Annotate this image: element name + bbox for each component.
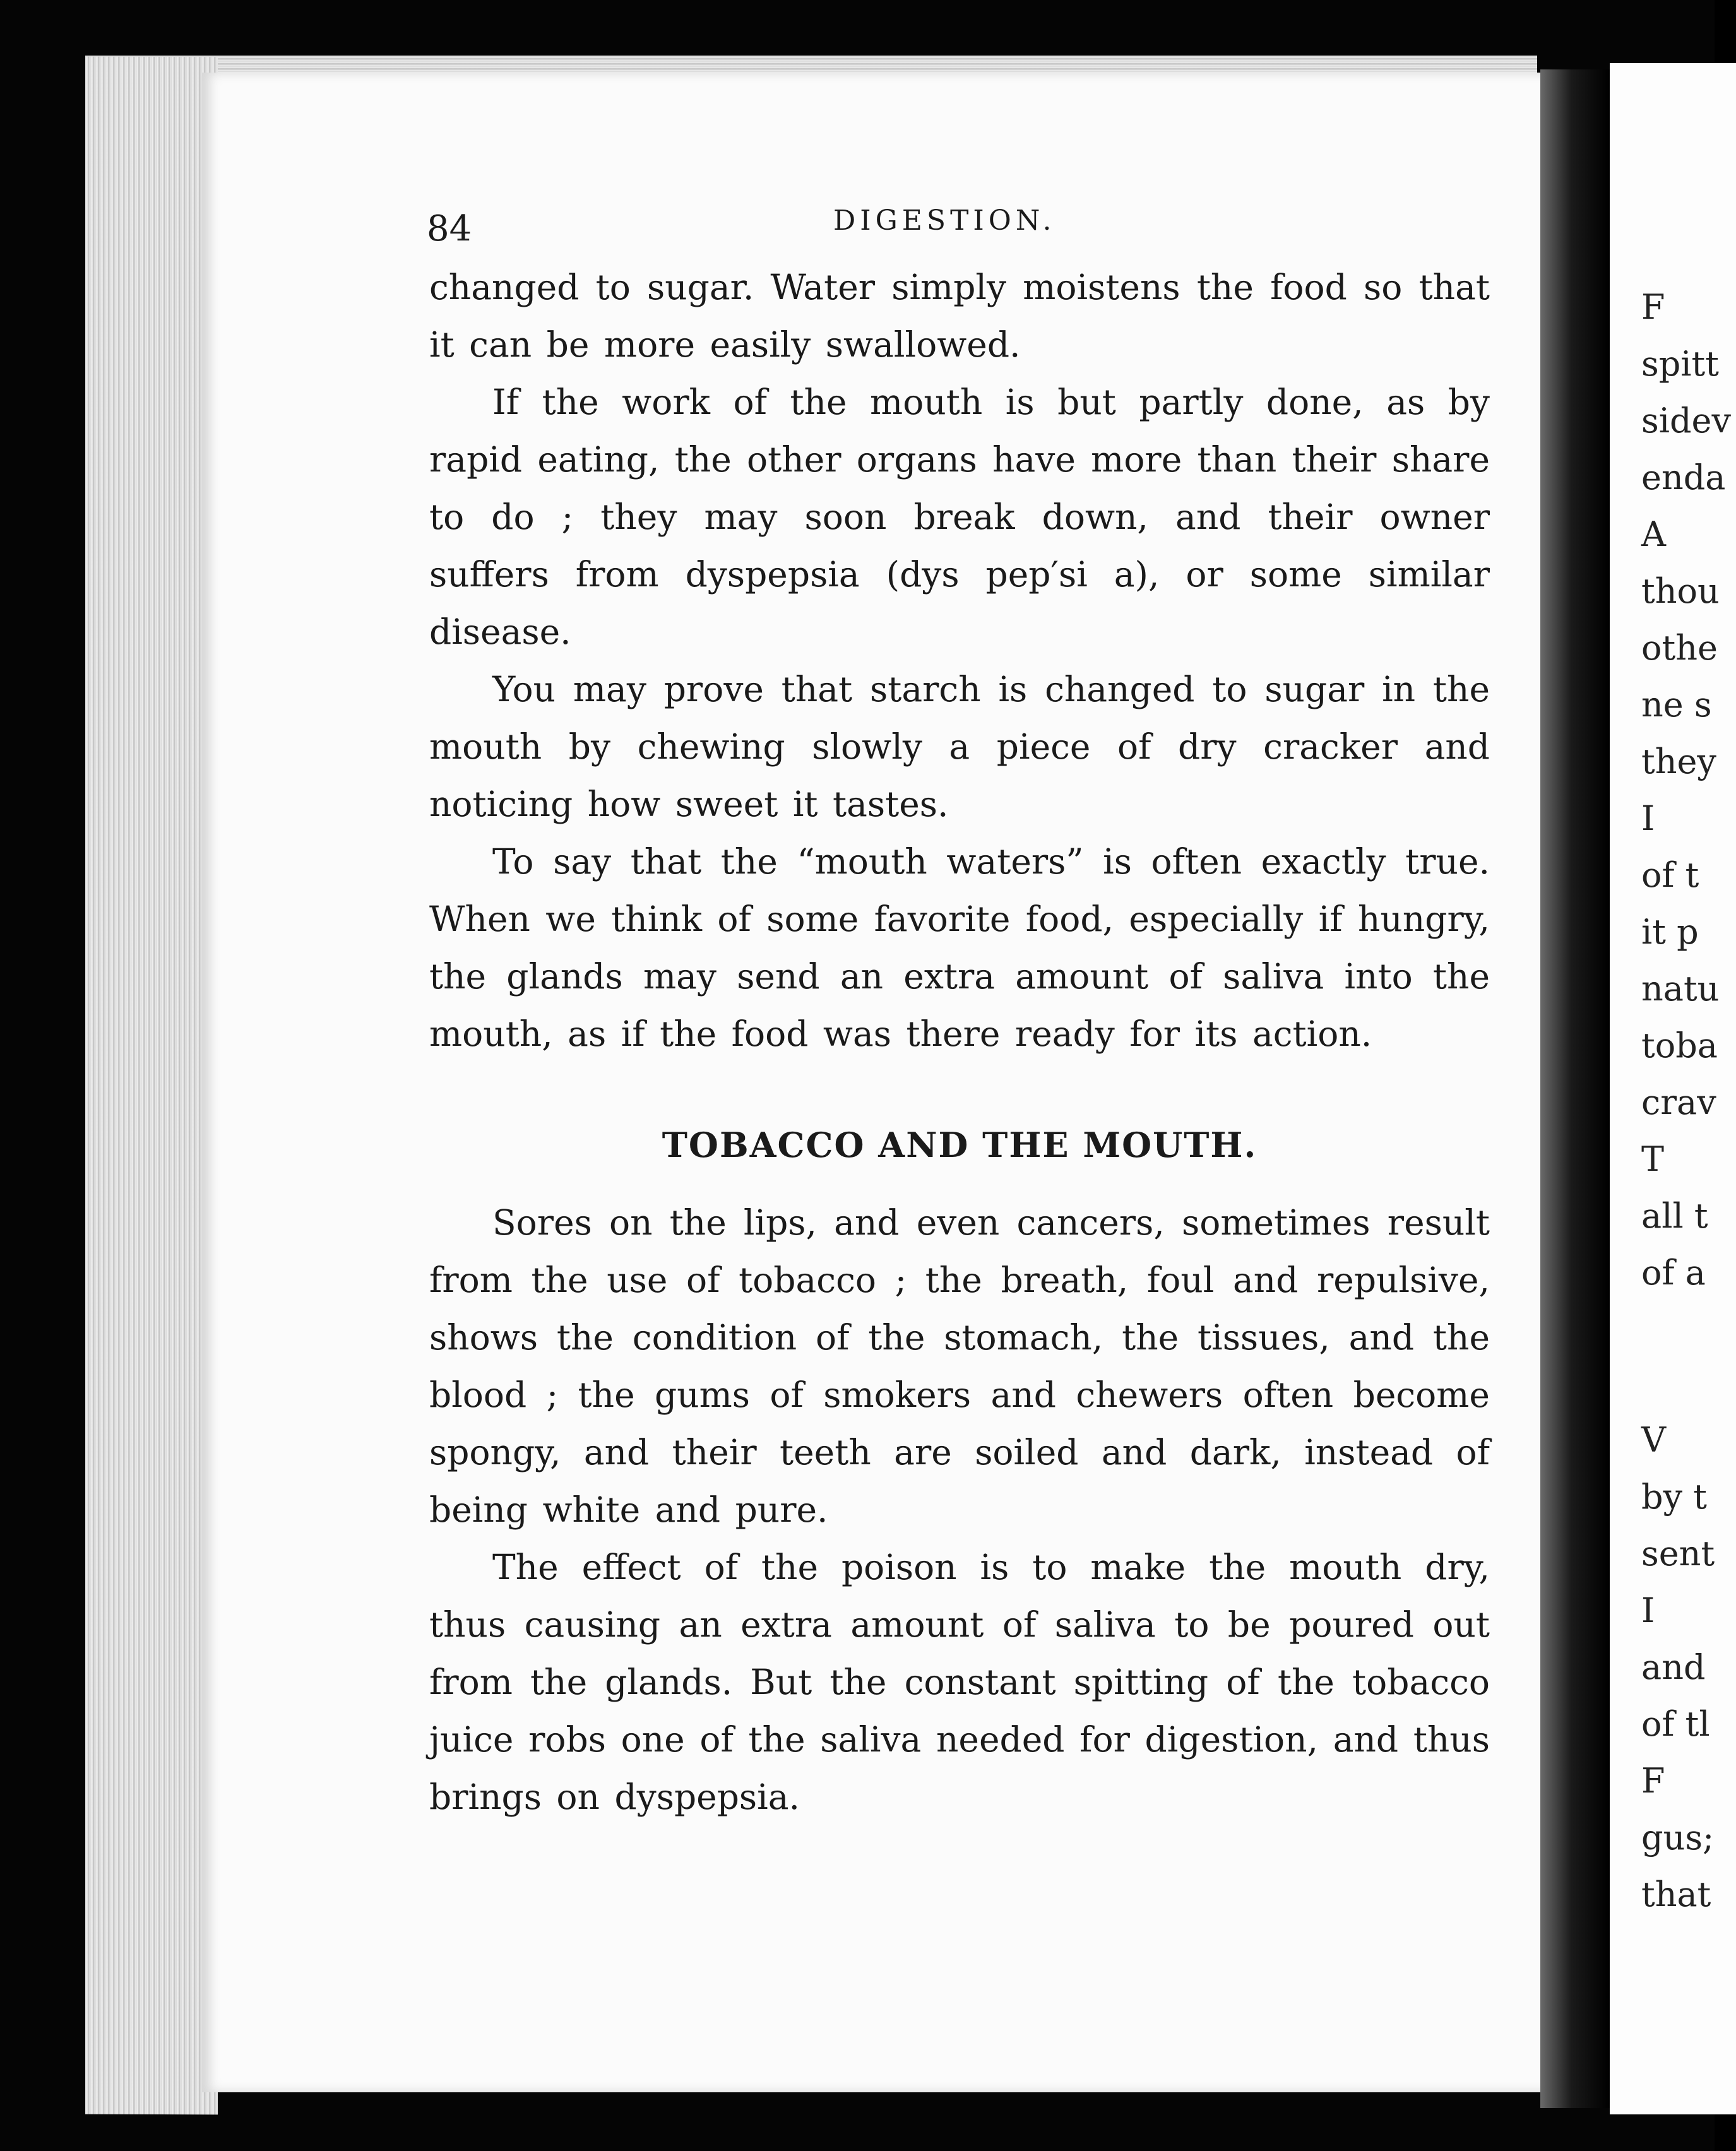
paragraph: If the work of the mouth is but partly done, as by rapid eating, the other organs have more than their share to do ; they may soon break down, and their owner suffers from dyspepsia (dys pep′si a), or some similar disease. — [429, 382, 1490, 652]
facing-page-fragment: I — [1641, 798, 1655, 838]
facing-page-fragment: natu — [1641, 969, 1720, 1009]
paragraph: You may prove that starch is changed to sugar in the mouth by chewing slowly a piece of dry cracker and noticing how sweet it tastes. — [429, 669, 1490, 824]
running-title: DIGESTION. — [833, 204, 1056, 237]
facing-page-fragment: gus; — [1641, 1818, 1715, 1858]
page-number: 84 — [427, 208, 472, 249]
facing-page-fragment: it p — [1641, 912, 1699, 952]
facing-page-fragment: sent — [1641, 1534, 1715, 1573]
facing-page-fragment: ne s — [1641, 685, 1712, 725]
facing-page-fragment: A — [1641, 514, 1666, 554]
facing-page-fragment: othe — [1641, 628, 1718, 668]
facing-page-fragment: of a — [1641, 1253, 1706, 1293]
gutter-shadow — [1540, 69, 1610, 2108]
paragraph: To say that the “mouth waters” is often exactly true. When we think of some favorite food, especially if hungry, the glands may send an extra amount of saliva into the mouth, as if the food was there ready for its action. — [429, 841, 1490, 1054]
facing-page-fragment: and — [1641, 1647, 1706, 1687]
facing-page-fragment: by t — [1641, 1477, 1707, 1517]
facing-page-fragment: of tl — [1641, 1704, 1710, 1744]
facing-page-fragment: enda — [1641, 458, 1726, 497]
page-text-block — [429, 189, 1490, 1826]
section-heading: TOBACCO AND THE MOUTH. — [662, 1125, 1257, 1165]
facing-page-fragment: thou — [1641, 571, 1720, 611]
facing-page-fragment: they — [1641, 742, 1716, 781]
facing-page-fragment: F — [1641, 1761, 1665, 1801]
facing-page-fragment: I — [1641, 1591, 1655, 1630]
facing-page — [1610, 63, 1736, 2114]
page-edges-left — [85, 57, 218, 2115]
facing-page-fragment: F — [1641, 287, 1665, 327]
facing-page-fragment: that — [1641, 1875, 1711, 1914]
facing-page-fragment: of t — [1641, 855, 1699, 895]
facing-page-fragment: T — [1641, 1139, 1665, 1179]
paragraph: changed to sugar. Water simply moistens the food so that it can be more easily swallowed. — [429, 267, 1490, 365]
paragraph: The effect of the poison is to make the mouth dry, thus causing an extra amount of saliva to be poured out from the glands. But the constant spitting of the tobacco juice robs one of the saliva needed for digestion, and thus brings on dyspepsia. — [429, 1547, 1490, 1817]
facing-page-fragment: crav — [1641, 1082, 1716, 1122]
paragraph: Sores on the lips, and even cancers, sometimes result from the use of tobacco ; the breath, foul and repulsive, shows the condition of the stomach, the tissues, and the blood ; the gums of smokers and chewers often become spongy, and their teeth are soiled and dark, instead of being white and pure. — [429, 1202, 1490, 1530]
facing-page-fragment: V — [1641, 1420, 1666, 1460]
facing-page-fragment: all t — [1641, 1196, 1708, 1236]
facing-page-fragment: sidev — [1641, 401, 1732, 441]
facing-page-fragment: toba — [1641, 1026, 1718, 1065]
running-head — [429, 189, 1490, 259]
facing-page-fragment: spitt — [1641, 344, 1719, 384]
